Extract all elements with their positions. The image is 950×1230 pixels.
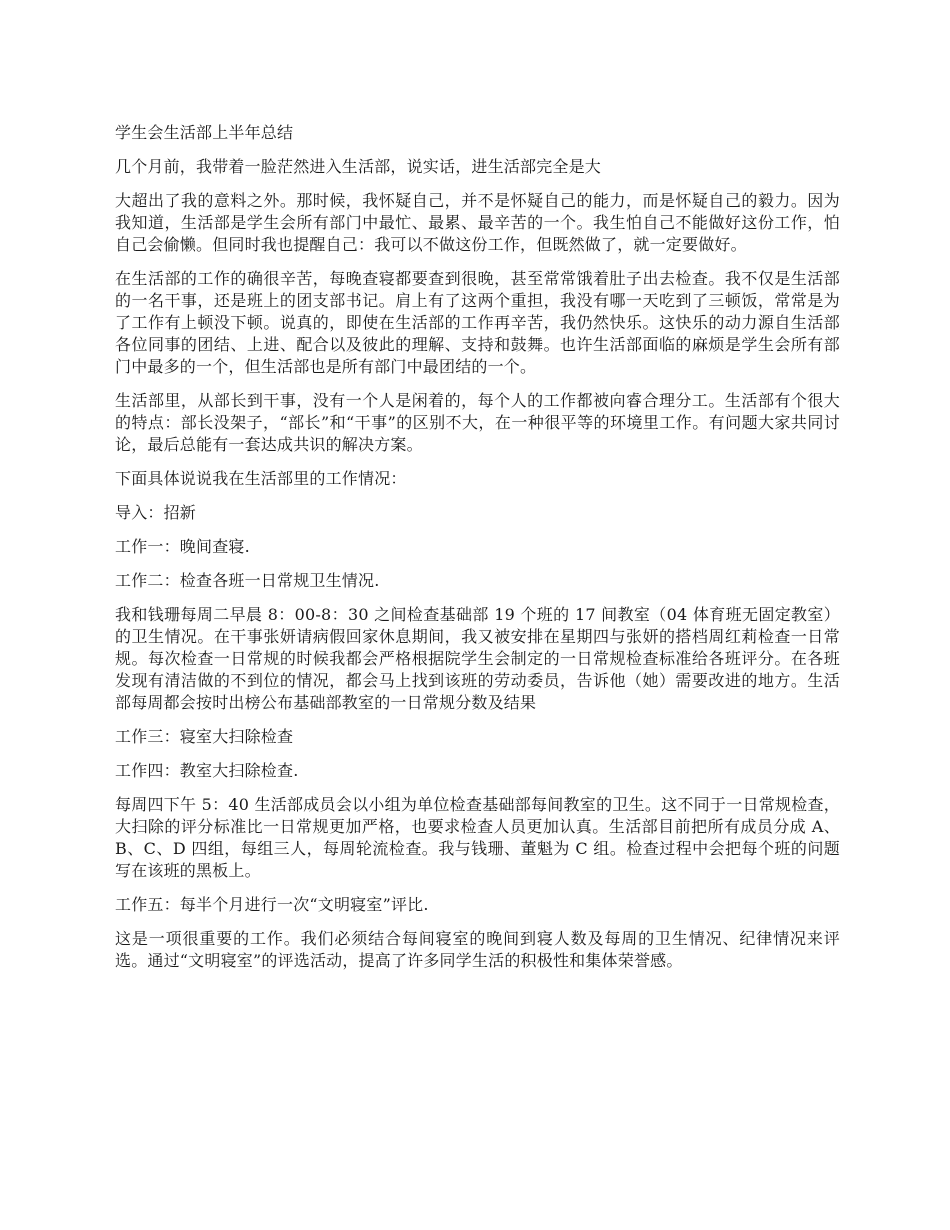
paragraph-work-5: 工作五：每半个月进行一次“文明寝室”评比. — [115, 895, 429, 914]
paragraph-work-intro: 下面具体说说我在生活部里的工作情况： — [115, 469, 407, 488]
paragraph-intro: 几个月前，我带着一脸茫然进入生活部，说实话，进生活部完全是大 — [115, 157, 602, 176]
document-title: 学生会生活部上半年总结 — [115, 123, 294, 142]
paragraph-team: 生活部里，从部长到干事，没有一个人是闲着的，每个人的工作都被向睿合理分工。生活部有个很大的特点：部长没架子，“部长”和“干事”的区别不大，在一种很平等的环境里工作。有问题大家共同讨论，最后总能有一套达成共识的解决方案。 — [115, 391, 840, 454]
paragraph-recruit: 导入：招新 — [115, 503, 197, 522]
paragraph-work-4-detail: 每周四下午 5：40 生活部成员会以小组为单位检查基础部每间教室的卫生。这不同于一日常规检查，大扫除的评分标准比一日常规更加严格，也要求检查人员更加认真。生活部目前把所有成员分成 A、B、C、D 四组，每组三人，每周轮流检查。我与钱珊、董魁为 C 组。检查过程中会把每个班的问题写在该班的黑板上。 — [115, 795, 840, 880]
paragraph-doubt: 大超出了我的意料之外。那时候，我怀疑自己，并不是怀疑自己的能力，而是怀疑自己的毅力。因为我知道，生活部是学生会所有部门中最忙、最累、最辛苦的一个。我生怕自己不能做好这份工作，怕自己会偷懒。但同时我也提醒自己：我可以不做这份工作，但既然做了，就一定要做好。 — [115, 191, 840, 254]
paragraph-work-4: 工作四：教室大扫除检查. — [115, 761, 299, 780]
paragraph-work-3: 工作三：寝室大扫除检查 — [115, 727, 294, 746]
paragraph-work-2: 工作二：检查各班一日常规卫生情况. — [115, 571, 380, 590]
paragraph-work-2-detail: 我和钱珊每周二早晨 8：00-8：30 之间检查基础部 19 个班的 17 间教室（04 体育班无固定教室）的卫生情况。在干事张妍请病假回家休息期间，我又被安排在星期四与张妍的搭档周红莉检查一日常规。每次检查一日常规的时候我都会严格根据院学生会制定的一日常规检查标准给各班评分。在各班发现有清洁做的不到位的情况，都会马上找到该班的劳动委员，告诉他（她）需要改进的地方。生活部每周都会按时出榜公布基础部教室的一日常规分数及结果 — [115, 605, 840, 712]
document-body — [115, 122, 840, 984]
paragraph-work-5-detail: 这是一项很重要的工作。我们必须结合每间寝室的晚间到寝人数及每周的卫生情况、纪律情况来评选。通过“文明寝室”的评选活动，提高了许多同学生活的积极性和集体荣誉感。 — [115, 929, 840, 970]
paragraph-work-1: 工作一：晚间查寝. — [115, 537, 250, 556]
paragraph-hardwork: 在生活部的工作的确很辛苦，每晚查寝都要查到很晚，甚至常常饿着肚子出去检查。我不仅是生活部的一名干事，还是班上的团支部书记。肩上有了这两个重担，我没有哪一天吃到了三顿饭，常常是为了工作有上顿没下顿。说真的，即使在生活部的工作再辛苦，我仍然快乐。这快乐的动力源自生活部各位同事的团结、上进、配合以及彼此的理解、支持和鼓舞。也许生活部面临的麻烦是学生会所有部门中最多的一个，但生活部也是所有部门中最团结的一个。 — [115, 269, 840, 376]
